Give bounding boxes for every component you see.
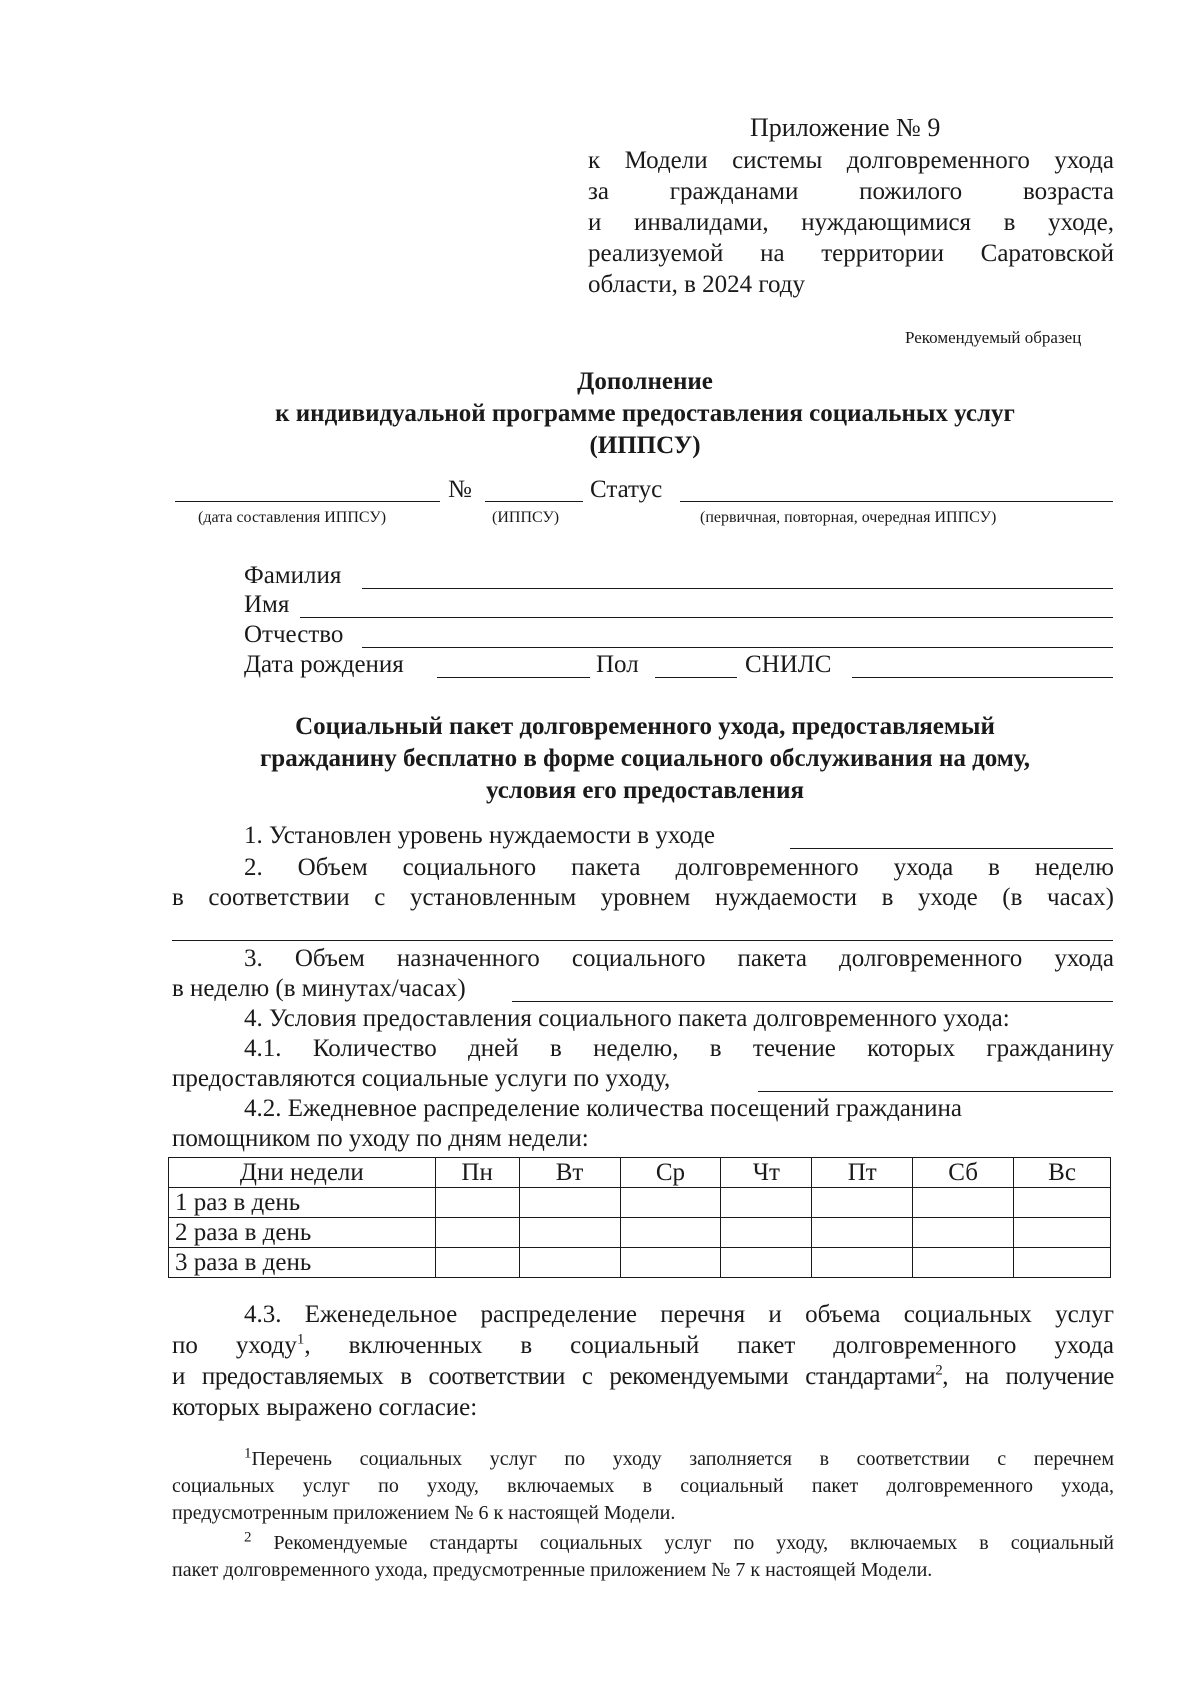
number-caption: (ИППСУ) <box>492 509 560 526</box>
item-2-line-1: 2. Объем социального пакета долговременного ухода в неделю <box>244 854 1114 881</box>
package-volume-field[interactable] <box>172 940 1113 941</box>
footnote-2-line-1 <box>244 1530 1114 1557</box>
footnote-1-line-3: предусмотренным приложением № 6 к настоящей Модели. <box>172 1502 676 1524</box>
status-caption: (первичная, повторная, очередная ИППСУ) <box>700 509 997 526</box>
annex-line-2: за гражданами пожилого возраста <box>588 178 1114 205</box>
table-cell[interactable] <box>620 1188 721 1218</box>
table-cell[interactable] <box>519 1188 620 1218</box>
table-cell[interactable] <box>519 1248 620 1278</box>
table-cell[interactable] <box>620 1218 721 1248</box>
table-cell[interactable] <box>812 1248 913 1278</box>
item-4-3-line-3-start: и предоставляемых в соответствии с рекомендуемыми стандартами <box>172 1363 936 1390</box>
table-header-thu: Чт <box>721 1158 812 1188</box>
days-per-week-field[interactable] <box>758 1091 1113 1092</box>
item-4-3-line-3-end: , на получение <box>942 1363 1114 1390</box>
item-4-2-line-2: помощником по уходу по дням недели: <box>172 1125 589 1152</box>
table-row <box>169 1248 1111 1278</box>
table-header-days-of-week: Дни недели <box>169 1158 436 1188</box>
recommended-sample: Рекомендуемый образец <box>905 328 1082 347</box>
surname-field[interactable] <box>362 588 1113 589</box>
section-title-line-3: условия его предоставления <box>485 777 805 804</box>
table-row <box>169 1188 1111 1218</box>
sex-label: Пол <box>596 651 639 678</box>
title-line-2: к индивидуальной программе предоставления социальных услуг <box>275 400 1015 427</box>
row-label-twice: 2 раза в день <box>169 1218 436 1248</box>
item-4-3-line-2-end: , включенных в социальный пакет долговременного ухода <box>304 1332 1114 1359</box>
snils-field[interactable] <box>852 677 1113 678</box>
surname-label: Фамилия <box>244 562 342 589</box>
need-level-field[interactable] <box>790 848 1113 849</box>
item-4-1-line-2: предоставляются социальные услуги по уходу, <box>172 1065 671 1092</box>
footnote-1-line-2: социальных услуг по уходу, включаемых в социальный пакет долговременного ухода, <box>172 1475 1114 1497</box>
footnote-2-text: Рекомендуемые стандарты социальных услуг по уходу, включаемых в социальный <box>251 1532 1114 1554</box>
table-cell[interactable] <box>913 1188 1014 1218</box>
item-4-3-line-3 <box>172 1362 1114 1392</box>
item-4-text: 4. Условия предоставления социального пакета долговременного ухода: <box>244 1005 1010 1032</box>
table-cell[interactable] <box>721 1188 812 1218</box>
row-label-thrice: 3 раза в день <box>169 1248 436 1278</box>
footnote-1-line-1 <box>244 1446 1114 1473</box>
patronymic-field[interactable] <box>362 647 1113 648</box>
table-cell[interactable] <box>913 1248 1014 1278</box>
title-line-1: Дополнение <box>577 368 713 395</box>
table-cell[interactable] <box>721 1248 812 1278</box>
table-header-sat: Сб <box>913 1158 1014 1188</box>
table-cell[interactable] <box>620 1248 721 1278</box>
table-header-mon: Пн <box>435 1158 519 1188</box>
table-cell[interactable] <box>519 1218 620 1248</box>
item-3-line-1: 3. Объем назначенного социального пакета долговременного ухода <box>244 945 1114 972</box>
name-label: Имя <box>244 591 290 618</box>
snils-label: СНИЛС <box>745 651 832 678</box>
footnote-1-number: 1 <box>244 1445 252 1462</box>
annex-line-4: реализуемой на территории Саратовской <box>588 240 1114 267</box>
annex-number: Приложение № 9 <box>750 113 941 142</box>
table-header-fri: Пт <box>812 1158 913 1188</box>
table-cell[interactable] <box>435 1218 519 1248</box>
section-title-line-2: гражданину бесплатно в форме социального обслуживания на дому, <box>259 745 1031 772</box>
annex-line-3: и инвалидами, нуждающимися в уходе, <box>588 209 1114 236</box>
status-label: Статус <box>590 476 663 503</box>
row-label-once: 1 раз в день <box>169 1188 436 1218</box>
table-row <box>169 1218 1111 1248</box>
item-2-line-2: в соответствии с установленным уровнем нуждаемости в уходе (в часах) <box>172 884 1114 911</box>
birthdate-field[interactable] <box>437 677 590 678</box>
table-cell[interactable] <box>913 1218 1014 1248</box>
visits-schedule-table <box>168 1157 1111 1278</box>
assigned-volume-field[interactable] <box>512 1001 1113 1002</box>
item-4-2-line-1: 4.2. Ежедневное распределение количества посещений гражданина <box>244 1095 963 1122</box>
annex-line-1: к Модели системы долговременного ухода <box>588 147 1114 174</box>
patronymic-label: Отчество <box>244 621 344 648</box>
birthdate-label: Дата рождения <box>244 651 404 678</box>
table-header-tue: Вт <box>519 1158 620 1188</box>
section-title-line-1: Социальный пакет долговременного ухода, предоставляемый <box>295 713 995 740</box>
table-cell[interactable] <box>1014 1188 1111 1218</box>
footnote-ref-1: 1 <box>296 1331 305 1348</box>
number-sign: № <box>448 476 472 503</box>
title-line-3: (ИППСУ) <box>589 432 701 459</box>
table-cell[interactable] <box>812 1188 913 1218</box>
table-cell[interactable] <box>721 1218 812 1248</box>
table-cell[interactable] <box>812 1218 913 1248</box>
table-cell[interactable] <box>1014 1248 1111 1278</box>
table-cell[interactable] <box>1014 1218 1111 1248</box>
item-4-3-line-2-start: по уходу <box>172 1332 297 1359</box>
item-4-1-line-1: 4.1. Количество дней в неделю, в течение которых гражданину <box>244 1035 1114 1062</box>
table-header-sun: Вс <box>1014 1158 1111 1188</box>
table-cell[interactable] <box>435 1248 519 1278</box>
item-1-text: 1. Установлен уровень нуждаемости в уходе <box>244 822 715 849</box>
number-field[interactable] <box>485 501 583 502</box>
table-cell[interactable] <box>435 1188 519 1218</box>
footnote-2-line-2: пакет долговременного ухода, предусмотренные приложением № 7 к настоящей Модели. <box>172 1559 933 1581</box>
annex-line-5: области, в 2024 году <box>588 271 806 298</box>
date-caption: (дата составления ИППСУ) <box>198 509 387 526</box>
item-4-3-line-4: которых выражено согласие: <box>172 1394 478 1421</box>
footnote-2-number: 2 <box>244 1529 252 1546</box>
item-4-3-line-1: 4.3. Еженедельное распределение перечня и объема социальных услуг <box>244 1301 1114 1328</box>
date-field[interactable] <box>175 501 440 502</box>
footnote-ref-2: 2 <box>935 1362 943 1379</box>
table-header-wed: Ср <box>620 1158 721 1188</box>
table-header-row <box>169 1158 1111 1188</box>
item-4-3-line-2 <box>172 1331 1114 1361</box>
name-field[interactable] <box>300 617 1113 618</box>
footnote-1-text: Перечень социальных услуг по уходу заполняется в соответствии с перечнем <box>251 1448 1114 1470</box>
status-field[interactable] <box>680 501 1113 502</box>
sex-field[interactable] <box>655 677 737 678</box>
item-3-line-2: в неделю (в минутах/часах) <box>172 975 466 1002</box>
